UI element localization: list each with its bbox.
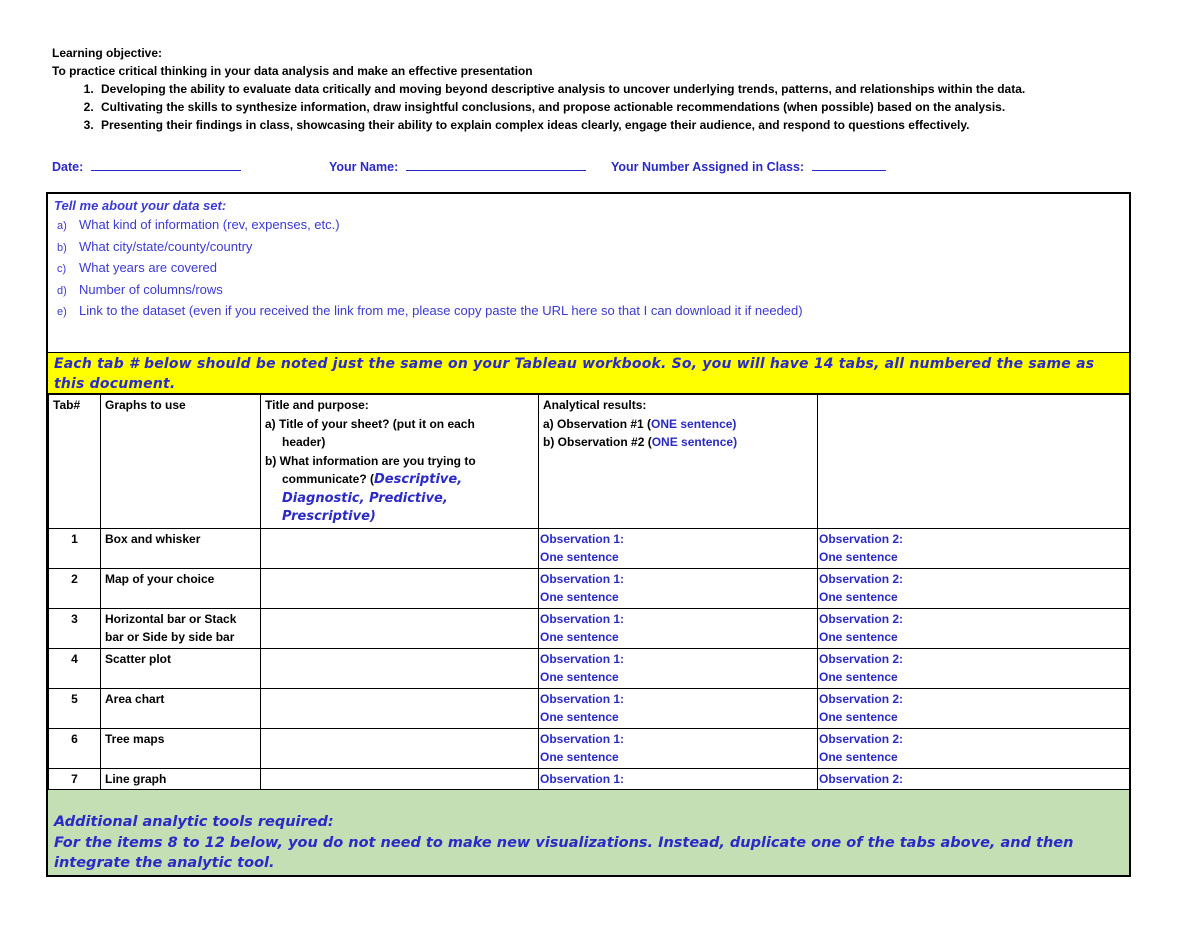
- title-purpose-cell[interactable]: [261, 688, 539, 728]
- observation-2-cell[interactable]: Observation 2: One sentence: [818, 688, 1130, 728]
- assignment-frame: [46, 192, 1131, 877]
- student-info-line: [52, 157, 1148, 175]
- observation-2-cell[interactable]: Observation 2: One sentence: [818, 528, 1130, 568]
- dataset-question: a) What kind of information (rev, expenses, etc.): [57, 217, 340, 232]
- objective-text: To practice critical thinking in your data analysis and make an effective presentation: [52, 64, 533, 78]
- graph-type: Scatter plot: [101, 648, 261, 688]
- observation-1-cell[interactable]: Observation 1:: [539, 768, 818, 808]
- table-row: [49, 608, 1130, 648]
- graph-type: Line graph: [101, 768, 261, 808]
- graph-type: Map of your choice: [101, 568, 261, 608]
- observation-1-cell[interactable]: Observation 1: One sentence: [539, 728, 818, 768]
- title-purpose-cell[interactable]: [261, 608, 539, 648]
- additional-tools-section: [48, 789, 1129, 875]
- title-purpose-cell[interactable]: [261, 528, 539, 568]
- header-blank: [818, 395, 1130, 529]
- goals-list: [52, 80, 1025, 134]
- observation-1-cell[interactable]: Observation 1: One sentence: [539, 528, 818, 568]
- tab-number: 2: [49, 568, 101, 608]
- observation-2-cell[interactable]: Observation 2: One sentence: [818, 568, 1130, 608]
- dataset-question: d) Number of columns/rows: [57, 281, 223, 297]
- observation-1-cell[interactable]: Observation 1: One sentence: [539, 568, 818, 608]
- header-tab: Tab#: [49, 395, 101, 529]
- number-blank[interactable]: [812, 157, 886, 171]
- additional-text: For the items 8 to 12 below, you do not need to make new visualizations. Instead, duplicate one of the tabs above, and then integrate the analytic tool.: [54, 834, 1074, 871]
- table-row: [49, 688, 1130, 728]
- table-row: [49, 568, 1130, 608]
- header-title-purpose: Title and purpose: a) Title of your sheet? (put it on each header) b) What information are you trying to communicate? (Descriptive, Diagnostic, Predictive, Prescriptive): [261, 395, 539, 529]
- table-row: [49, 648, 1130, 688]
- graph-type: Horizontal bar or Stack bar or Side by side bar: [101, 608, 261, 648]
- dataset-question: e) Link to the dataset (even if you received the link from me, please copy paste the URL here so that I can download it if needed): [57, 303, 803, 318]
- table-header-row: [49, 395, 1130, 529]
- tab-number: 6: [49, 728, 101, 768]
- header-graphs: Graphs to use: [101, 395, 261, 529]
- number-label: Your Number Assigned in Class:: [611, 160, 805, 174]
- tab-number: 5: [49, 688, 101, 728]
- goal-item: 3. Presenting their findings in class, showcasing their ability to explain complex ideas clearly, engage their audience, and respond to questions effectively.: [97, 116, 1025, 134]
- observation-1-cell[interactable]: Observation 1: One sentence: [539, 608, 818, 648]
- observation-2-cell[interactable]: Observation 2: One sentence: [818, 648, 1130, 688]
- tabs-table: [48, 394, 1130, 809]
- tab-number: 4: [49, 648, 101, 688]
- title-purpose-cell[interactable]: [261, 728, 539, 768]
- graph-type: Tree maps: [101, 728, 261, 768]
- observation-1-cell[interactable]: Observation 1: One sentence: [539, 688, 818, 728]
- title-purpose-cell[interactable]: [261, 648, 539, 688]
- dataset-question: c) What years are covered: [57, 260, 218, 275]
- number-field[interactable]: [611, 157, 886, 174]
- name-label: Your Name:: [329, 160, 399, 174]
- graph-type: Box and whisker: [101, 528, 261, 568]
- goal-item: 1. Developing the ability to evaluate data critically and moving beyond descriptive analysis to uncover underlying trends, patterns, and relationships within the data.: [97, 80, 1025, 98]
- name-blank[interactable]: [406, 157, 586, 171]
- tab-number: 1: [49, 528, 101, 568]
- graph-type: Area chart: [101, 688, 261, 728]
- date-label: Date:: [52, 160, 84, 174]
- additional-title: Additional analytic tools required:: [54, 814, 334, 830]
- dataset-question: b) What city/state/county/country: [57, 238, 253, 254]
- goal-item: 2. Cultivating the skills to synthesize information, draw insightful conclusions, and propose actionable recommendations (when possible) based on the analysis.: [97, 98, 1025, 116]
- dataset-section[interactable]: [48, 194, 1129, 352]
- date-blank[interactable]: [91, 157, 241, 171]
- learning-objective-block: [52, 44, 1025, 134]
- objective-label: Learning objective:: [52, 46, 163, 60]
- observation-2-cell[interactable]: Observation 2: One sentence: [818, 728, 1130, 768]
- tab-number: 3: [49, 608, 101, 648]
- name-field[interactable]: [329, 157, 586, 174]
- dataset-title: Tell me about your data set:: [54, 198, 227, 213]
- table-row: [49, 728, 1130, 768]
- tab-number: 7: [49, 768, 101, 808]
- date-field[interactable]: [52, 157, 241, 174]
- header-analytical-results: Analytical results: a) Observation #1 (ONE sentence) b) Observation #2 (ONE sentence): [539, 395, 818, 529]
- observation-2-cell[interactable]: Observation 2:: [818, 768, 1130, 808]
- observation-1-cell[interactable]: Observation 1: One sentence: [539, 648, 818, 688]
- tab-numbering-banner: Each tab # below should be noted just the same on your Tableau workbook. So, you will have 14 tabs, all numbered the same as this document.: [48, 352, 1129, 394]
- table-row: [49, 528, 1130, 568]
- observation-2-cell[interactable]: Observation 2: One sentence: [818, 608, 1130, 648]
- title-purpose-cell[interactable]: [261, 568, 539, 608]
